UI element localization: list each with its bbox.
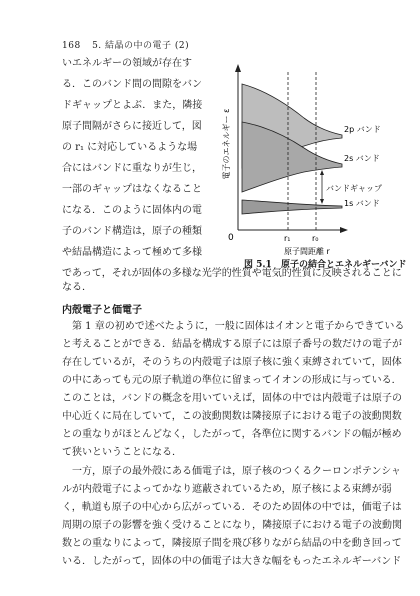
origin-label: 0 xyxy=(228,233,234,243)
text-line: このことは，バンドの概念を用いていえば，固体の中では内殻電子は原子の xyxy=(62,393,402,404)
text-line: の中にあっても元の原子軌道の準位に留まってイオンの形成に与っている． xyxy=(62,375,402,386)
text-line: 原子間隔がさらに接近して，図 xyxy=(62,121,202,132)
text-line: なる． xyxy=(62,282,92,293)
text-line: 第 1 章の初めで述べたように，一般に固体はイオンと電子からできている xyxy=(62,321,405,332)
band-label-2p: 2p バンド xyxy=(344,125,381,134)
x-axis-label: 原子間距離 r xyxy=(284,247,330,256)
text-line: 存在しているが，そのうちの内殻電子は原子核に強く束縛されていて，固体 xyxy=(62,357,402,368)
text-line: と考えることができる．結晶を構成する原子には原子番号の数だけの電子が xyxy=(62,339,402,350)
figure-caption-text: 原子の結合とエネルギーバンド xyxy=(280,260,407,270)
text-line: く，軌道も原子の中心から広がっている．そのため固体の中では，価電子は xyxy=(62,502,402,513)
band-label-1s: 1s バンド xyxy=(344,199,380,208)
text-line: て狭いということになる． xyxy=(62,447,182,458)
text-line: や結晶構造によって極めて多様 xyxy=(62,247,202,258)
chapter-title: 5. 結晶の中の電子 (2) xyxy=(92,41,190,51)
section-title: 内殻電子と価電子 xyxy=(62,305,142,316)
text-line: 子のバンド構造は，原子の種類 xyxy=(62,226,202,237)
energy-band-figure xyxy=(224,60,396,264)
text-line: いる．したがって，固体の中の価電子は大きな幅をもったエネルギーバンド xyxy=(62,556,402,567)
text-line: 中心近くに局在していて，この波動関数は隣接原子における電子の波動関数 xyxy=(62,411,402,422)
text-line: る．このバンド間の間隙をバン xyxy=(62,79,202,90)
text-line: ルが内殻電子によってかなり遮蔽されているため，原子核による束縛が弱 xyxy=(62,484,392,495)
text-line: 周期の原子の影響を強く受けることになり，隣接原子における電子の波動関 xyxy=(62,520,402,531)
text-line: の r₁ に対応しているような場 xyxy=(62,142,198,153)
page-number: 168 xyxy=(62,41,81,51)
page-header xyxy=(62,38,197,51)
text-line: 数との重なりによって，隣接原子間を飛び移りながら結晶の中を動き回って xyxy=(62,538,402,549)
text-line: いエネルギーの領域が存在す xyxy=(62,58,192,69)
text-line: 一方，原子の最外殻にある価電子は，原子核のつくるクーロンポテンシャ xyxy=(62,466,402,477)
figure-number: 図 5.1 xyxy=(244,260,272,270)
band-label-2s: 2s バンド xyxy=(344,154,380,163)
band-gap-label: バンドギャップ xyxy=(326,184,382,193)
text-line: であって，それが固体の多様な光学的性質や電気的性質に反映されることに xyxy=(62,268,402,279)
text-line: ドギャップとよぶ．また，隣接 xyxy=(62,100,203,111)
text-line: になる．このように固体内の電 xyxy=(62,205,202,216)
r0-tick-label: r₀ xyxy=(312,234,319,243)
text-line: 一部のギャップはなくなること xyxy=(62,184,202,195)
band-1s xyxy=(242,200,342,214)
y-axis-label: 電子のエネルギー ε xyxy=(222,108,231,180)
text-line: との重なりがほとんどなく，したがって，各準位に関するバンドの幅が極め xyxy=(62,429,402,440)
text-line: 合にはバンドに重なりが生じ， xyxy=(62,163,202,174)
r1-tick-label: r₁ xyxy=(284,234,291,243)
